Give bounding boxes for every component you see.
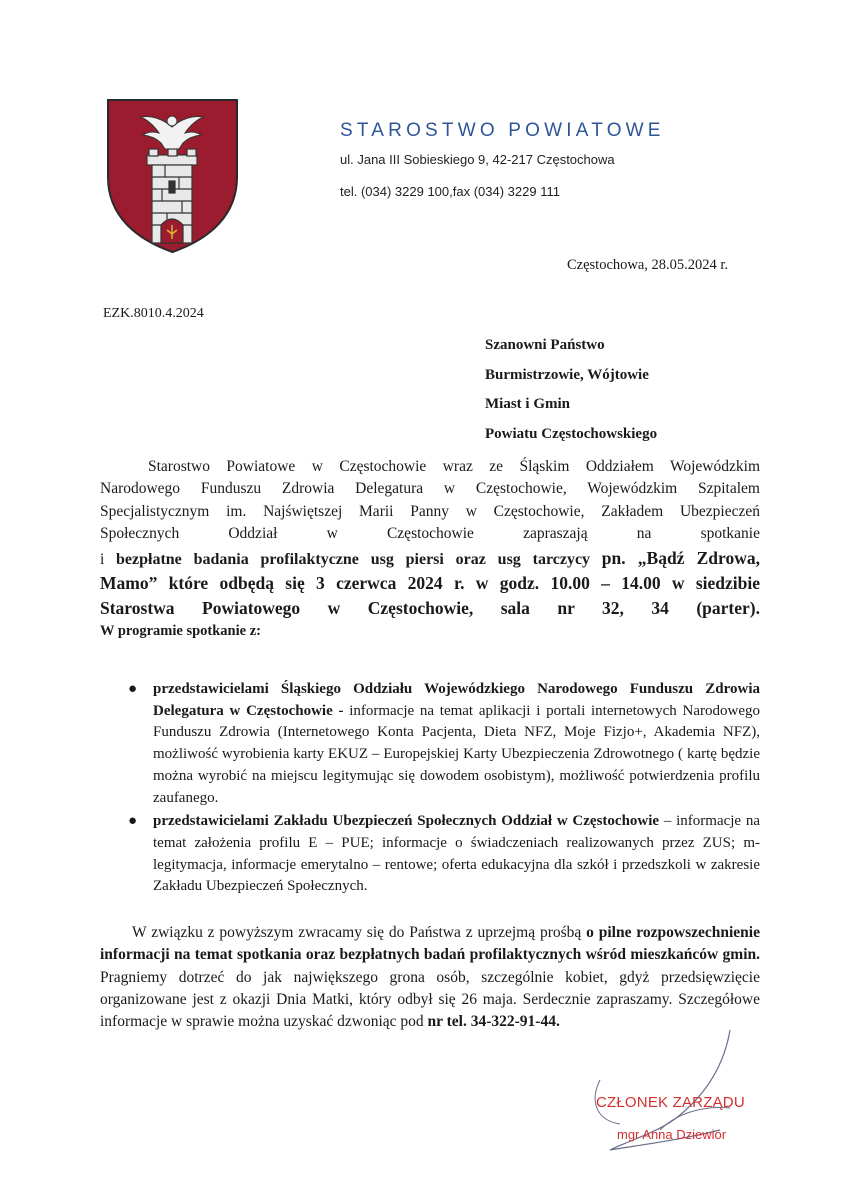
text-fragment: W związku z powyższym zwracamy się do Państwa z uprzejmą prośbą [132,924,587,941]
signatory-name: mgr Anna Dziewior [617,1127,727,1142]
program-list [100,679,760,900]
office-phone: tel. (034) 3229 100,fax (034) 3229 111 [340,184,560,199]
addressee-line: Powiatu Częstochowskiego [485,425,658,442]
addressee-line: Miast i Gmin [485,396,570,412]
list-item-bold: przedstawicielami Zakładu Ubezpieczeń Społecznych Oddział w Częstochowie [153,813,660,830]
reference-number: EZK.8010.4.2024 [103,306,204,321]
closing-paragraph [100,922,760,1033]
list-item-text: – informacje na temat założenia profilu E – PUE; informacje o świadczeniach realizowanych przez ZUS; m- legitymacja, informacje emerytalno – rentowe; oferta edukacyjna dla szkół i przedszkoli w zakresie Zakładu Ubezpieczeń Społecznych. [153,813,761,895]
list-item-bold: przedstawicielami Śląskiego Oddziału Wojewódzkiego Narodowego Funduszu Zdrowia Delegatura w Częstochowie - [153,681,760,719]
list-item [100,679,760,809]
paragraph-line: Starostwa Powiatowego w Częstochowie, sala nr 32, 34 (parter). [100,597,760,618]
text-fragment: Pragniemy dotrzeć do jak największego grona osób, szczególnie kobiet, gdyż przedsięwzięcie organizowane jest z okazji Dnia Matki, który odbył się 26 maja. Serdecznie zapraszamy. Szczegółowe informacje w sprawie można uzyskać dzwoniąc pod [100,968,760,1031]
exam-type: bezpłatne badania profilaktyczne usg piersi oraz usg tarczycy [116,550,591,568]
program-heading: W programie spotkanie z: [100,623,261,640]
paragraph-line: Starostwo Powiatowe w Częstochowie wraz ze Śląskim Oddziałem Wojewódzkim [148,458,760,475]
office-name: STAROSTWO POWIATOWE [340,120,665,141]
office-address: ul. Jana III Sobieskiego 9, 42-217 Częstochowa [340,152,615,167]
bullet-icon: ● [128,813,138,830]
list-item-text: informacje na temat aplikacji i portali internetowych Narodowego Funduszu Zdrowia (Internetowego Konta Pacjenta, Dieta NFZ, Moje Fizjo+, Akademia NFZ), możliwość wyrobienia karty EKUZ – Europejskiej Karty Ubezpieczenia Zdrowotnego ( kartę będzie można wyrobić na miejscu legitymując się dowodem osobistym), możliwość potwierdzenia profilu zaufanego. [153,702,760,806]
paragraph-line [100,546,760,571]
list-item [100,811,760,898]
coat-of-arms-icon [105,97,240,254]
paragraph-line: Narodowego Funduszu Zdrowia Delegatura w Częstochowie, Wojewódzkim Szpitalem [100,480,760,498]
addressee-line: Szanowni Państwo [485,337,605,353]
addressee-line: Burmistrzowie, Wójtowie [485,366,649,383]
paragraph-line: Specjalistycznym im. Najświętszej Marii Panny w Częstochowie, Zakładem Ubezpieczeń [100,502,760,520]
paragraph-line: Społecznych Oddział w Częstochowie zapraszają na spotkanie [100,525,760,543]
place-and-date: Częstochowa, 28.05.2024 r. [567,257,729,273]
text-fragment: i [100,550,116,568]
paragraph-line: Mamo” które odbędą się 3 czerwca 2024 r. w godz. 10.00 – 14.00 w siedzibie [100,573,760,594]
invitation-paragraph [100,456,760,642]
event-name: pn. „Bądź Zdrowa, [601,547,761,568]
signatory-title: CZŁONEK ZARZĄDU [596,1094,745,1111]
addressee-block [485,331,657,449]
contact-phone: nr tel. 34-322-91-44. [427,1013,560,1031]
bullet-icon: ● [128,681,138,697]
request-bold: o pilne rozpowszechnienie informacji na temat spotkania oraz bezpłatnych badań profilaktycznych wśród mieszkańców gmin. [100,924,760,964]
